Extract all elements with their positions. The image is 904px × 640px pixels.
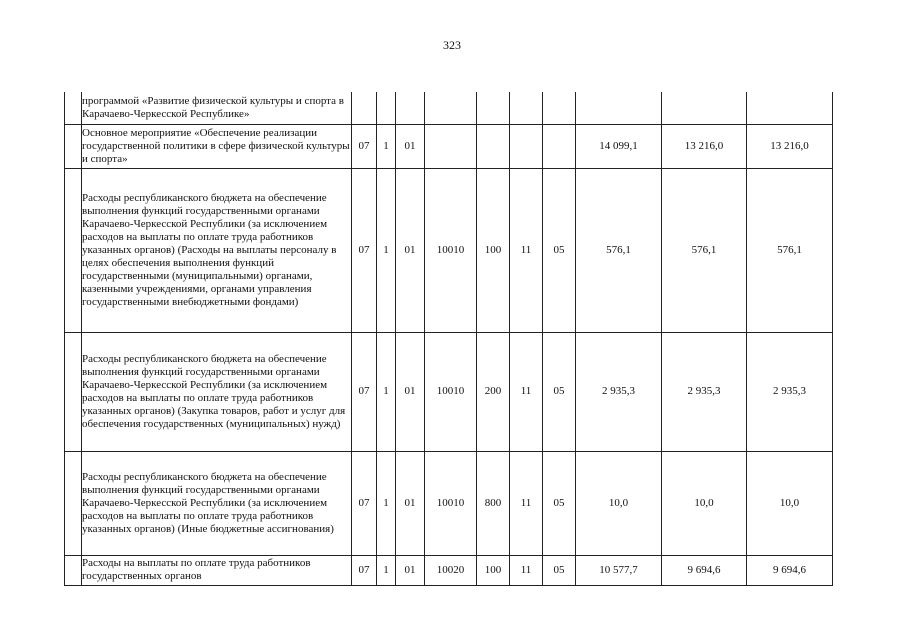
code-cell: 200 [477, 332, 510, 451]
row-description: Основное мероприятие «Обеспечение реализации государственной политики в сфере физической культуры и спорта» [82, 124, 352, 168]
amount-cell: 576,1 [747, 168, 833, 332]
amount-cell: 13 216,0 [747, 124, 833, 168]
code-cell: 800 [477, 451, 510, 555]
code-cell: 07 [352, 124, 377, 168]
code-cell: 07 [352, 168, 377, 332]
code-cell: 05 [543, 451, 576, 555]
code-cell: 11 [510, 555, 543, 585]
code-cell: 05 [543, 168, 576, 332]
table-row [65, 332, 833, 451]
amount-cell: 9 694,6 [747, 555, 833, 585]
amount-cell: 13 216,0 [662, 124, 747, 168]
code-cell: 1 [377, 451, 396, 555]
code-cell: 05 [543, 555, 576, 585]
code-cell: 1 [377, 332, 396, 451]
code-cell [510, 92, 543, 124]
table-row [65, 555, 833, 585]
code-cell: 10010 [425, 451, 477, 555]
row-description: программой «Развитие физической культуры и спорта в Карачаево-Черкесской Республике» [82, 92, 352, 124]
table-row [65, 451, 833, 555]
code-cell [477, 124, 510, 168]
page-number: 323 [443, 38, 461, 52]
amount-cell: 2 935,3 [576, 332, 662, 451]
code-cell [543, 124, 576, 168]
budget-table [64, 92, 833, 586]
amount-cell: 2 935,3 [662, 332, 747, 451]
amount-cell: 10,0 [662, 451, 747, 555]
row-description: Расходы на выплаты по оплате труда работников государственных органов [82, 555, 352, 585]
amount-cell [576, 92, 662, 124]
code-cell: 11 [510, 332, 543, 451]
amount-cell: 10 577,7 [576, 555, 662, 585]
code-cell [477, 92, 510, 124]
code-cell [425, 92, 477, 124]
amount-cell: 9 694,6 [662, 555, 747, 585]
amount-cell: 576,1 [576, 168, 662, 332]
code-cell: 01 [396, 168, 425, 332]
code-cell: 10010 [425, 332, 477, 451]
code-cell: 05 [543, 332, 576, 451]
amount-cell: 10,0 [576, 451, 662, 555]
code-cell: 10010 [425, 168, 477, 332]
code-cell: 07 [352, 451, 377, 555]
code-cell [510, 124, 543, 168]
code-cell: 07 [352, 555, 377, 585]
code-cell: 01 [396, 124, 425, 168]
code-cell: 07 [352, 332, 377, 451]
code-cell [543, 92, 576, 124]
code-cell: 1 [377, 555, 396, 585]
code-cell [377, 92, 396, 124]
row-description: Расходы республиканского бюджета на обеспечение выполнения функций государственными органами Карачаево-Черкесской Республики (за исключением расходов на выплаты по оплате труда работников указанных органов) (Иные бюджетные ассигнования) [82, 451, 352, 555]
code-cell: 01 [396, 332, 425, 451]
code-cell: 100 [477, 168, 510, 332]
code-cell: 01 [396, 555, 425, 585]
code-cell: 11 [510, 451, 543, 555]
table-row [65, 124, 833, 168]
amount-cell: 10,0 [747, 451, 833, 555]
code-cell: 01 [396, 451, 425, 555]
amount-cell: 2 935,3 [747, 332, 833, 451]
code-cell [396, 92, 425, 124]
code-cell: 11 [510, 168, 543, 332]
row-description: Расходы республиканского бюджета на обеспечение выполнения функций государственными органами Карачаево-Черкесской Республики (за исключением расходов на выплаты по оплате труда работников указанных органов) (Закупка товаров, работ и услуг для обеспечения государственных (муниципальных) нужд) [82, 332, 352, 451]
amount-cell [662, 92, 747, 124]
table-row [65, 92, 833, 124]
table-row [65, 168, 833, 332]
code-cell [425, 124, 477, 168]
row-description: Расходы республиканского бюджета на обеспечение выполнения функций государственными органами Карачаево-Черкесской Республики (за исключением расходов на выплаты по оплате труда работников указанных органов) (Расходы на выплаты персоналу в целях обеспечения выполнения функций государственными (муниципальными) органами, казенными учреждениями, органами управления государственными внебюджетными фондами) [82, 168, 352, 332]
code-cell: 100 [477, 555, 510, 585]
code-cell: 1 [377, 124, 396, 168]
amount-cell: 14 099,1 [576, 124, 662, 168]
amount-cell: 576,1 [662, 168, 747, 332]
code-cell: 10020 [425, 555, 477, 585]
amount-cell [747, 92, 833, 124]
code-cell [352, 92, 377, 124]
code-cell: 1 [377, 168, 396, 332]
